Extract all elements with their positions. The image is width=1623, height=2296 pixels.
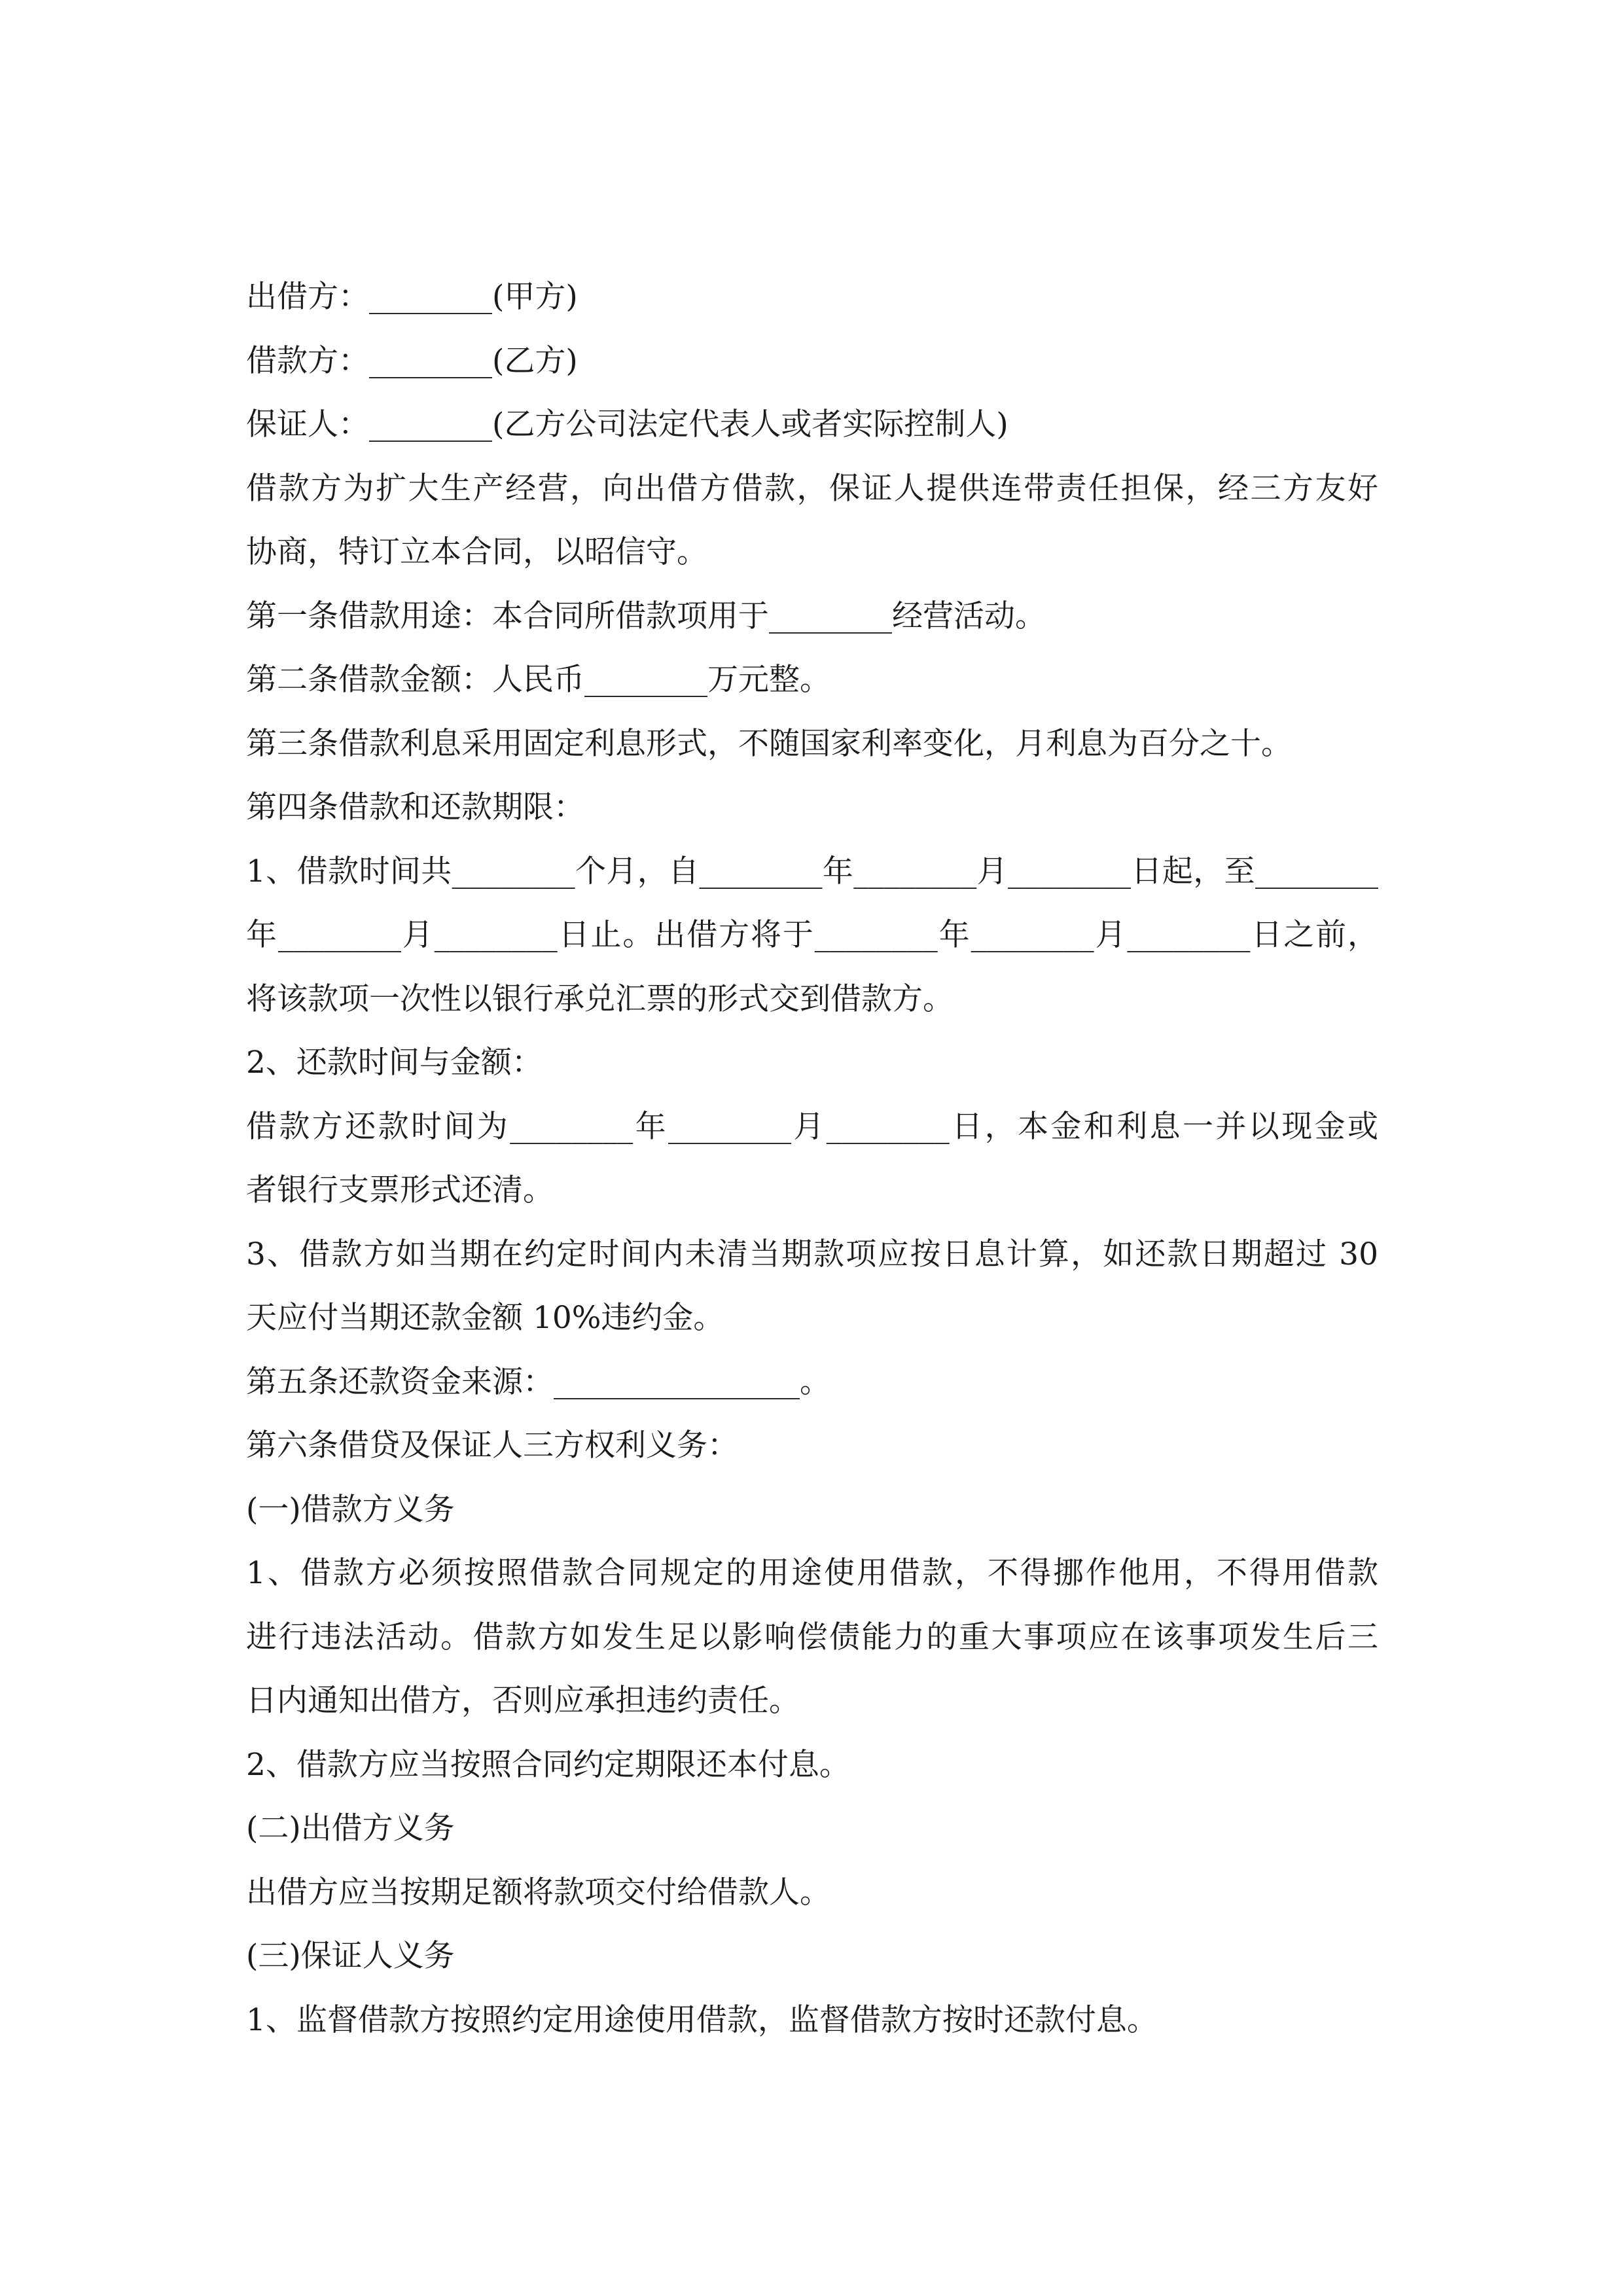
article-6-heading: 第六条借贷及保证人三方权利义务：	[246, 1427, 738, 1463]
guarantor-duty-1: 1、监督借款方按照约定用途使用借款，监督借款方按时还款付息。	[246, 2001, 1158, 2038]
article-4-term-heading: 第四条借款和还款期限：	[246, 789, 584, 825]
preamble-line-2: 协商，特订立本合同，以昭信守。	[246, 534, 707, 570]
borrower-duty-1-line-2: 进行违法活动。借款方如发生足以影响偿债能力的重大事项应在该事项发生后三	[246, 1619, 1378, 1655]
penalty-line-1: 3、借款方如当期在约定时间内未清当期款项应按日息计算，如还款日期超过 30	[246, 1236, 1378, 1272]
term-clause-1-line-1: 1、借款时间共________个月，自________年________月________日起，至________	[246, 853, 1378, 889]
preamble-line-1: 借款方为扩大生产经营，向出借方借款，保证人提供连带责任担保，经三方友好	[246, 470, 1378, 507]
borrower-duty-1-line-3: 日内通知出借方，否则应承担违约责任。	[246, 1683, 800, 1719]
repayment-line-1: 借款方还款时间为________年________月________日，本金和利息一并以现金或	[246, 1108, 1378, 1145]
article-3-interest: 第三条借款利息采用固定利息形式，不随国家利率变化，月利息为百分之十。	[246, 725, 1292, 762]
borrower-duty-1-line-1: 1、借款方必须按照借款合同规定的用途使用借款，不得挪作他用，不得用借款	[246, 1555, 1378, 1591]
lender-line: 出借方：________(甲方)	[246, 279, 578, 315]
contract-body	[246, 265, 1378, 2052]
borrower-duty-2: 2、借款方应当按照合同约定期限还本付息。	[246, 1746, 850, 1783]
penalty-line-2: 天应付当期还款金额 10%违约金。	[246, 1300, 724, 1336]
guarantor-line: 保证人：________(乙方公司法定代表人或者实际控制人)	[246, 406, 1008, 442]
borrower-line: 借款方：________(乙方)	[246, 342, 578, 379]
article-2-amount: 第二条借款金额：人民币________万元整。	[246, 662, 830, 698]
repayment-line-2: 者银行支票形式还清。	[246, 1172, 554, 1208]
term-clause-1-line-3: 将该款项一次性以银行承兑汇票的形式交到借款方。	[246, 980, 954, 1017]
repayment-heading: 2、还款时间与金额：	[246, 1045, 543, 1081]
term-clause-1-line-2: 年________月________日止。出借方将于________年________月________日之前，	[246, 917, 1378, 953]
article-1-purpose: 第一条借款用途：本合同所借款项用于________经营活动。	[246, 598, 1046, 634]
lender-duties-heading: (二)出借方义务	[246, 1810, 455, 1846]
lender-duty: 出借方应当按期足额将款项交付给借款人。	[246, 1874, 830, 1910]
article-5-funds-source: 第五条还款资金来源：________________。	[246, 1363, 830, 1400]
guarantor-duties-heading: (三)保证人义务	[246, 1938, 455, 1974]
borrower-duties-heading: (一)借款方义务	[246, 1491, 455, 1528]
